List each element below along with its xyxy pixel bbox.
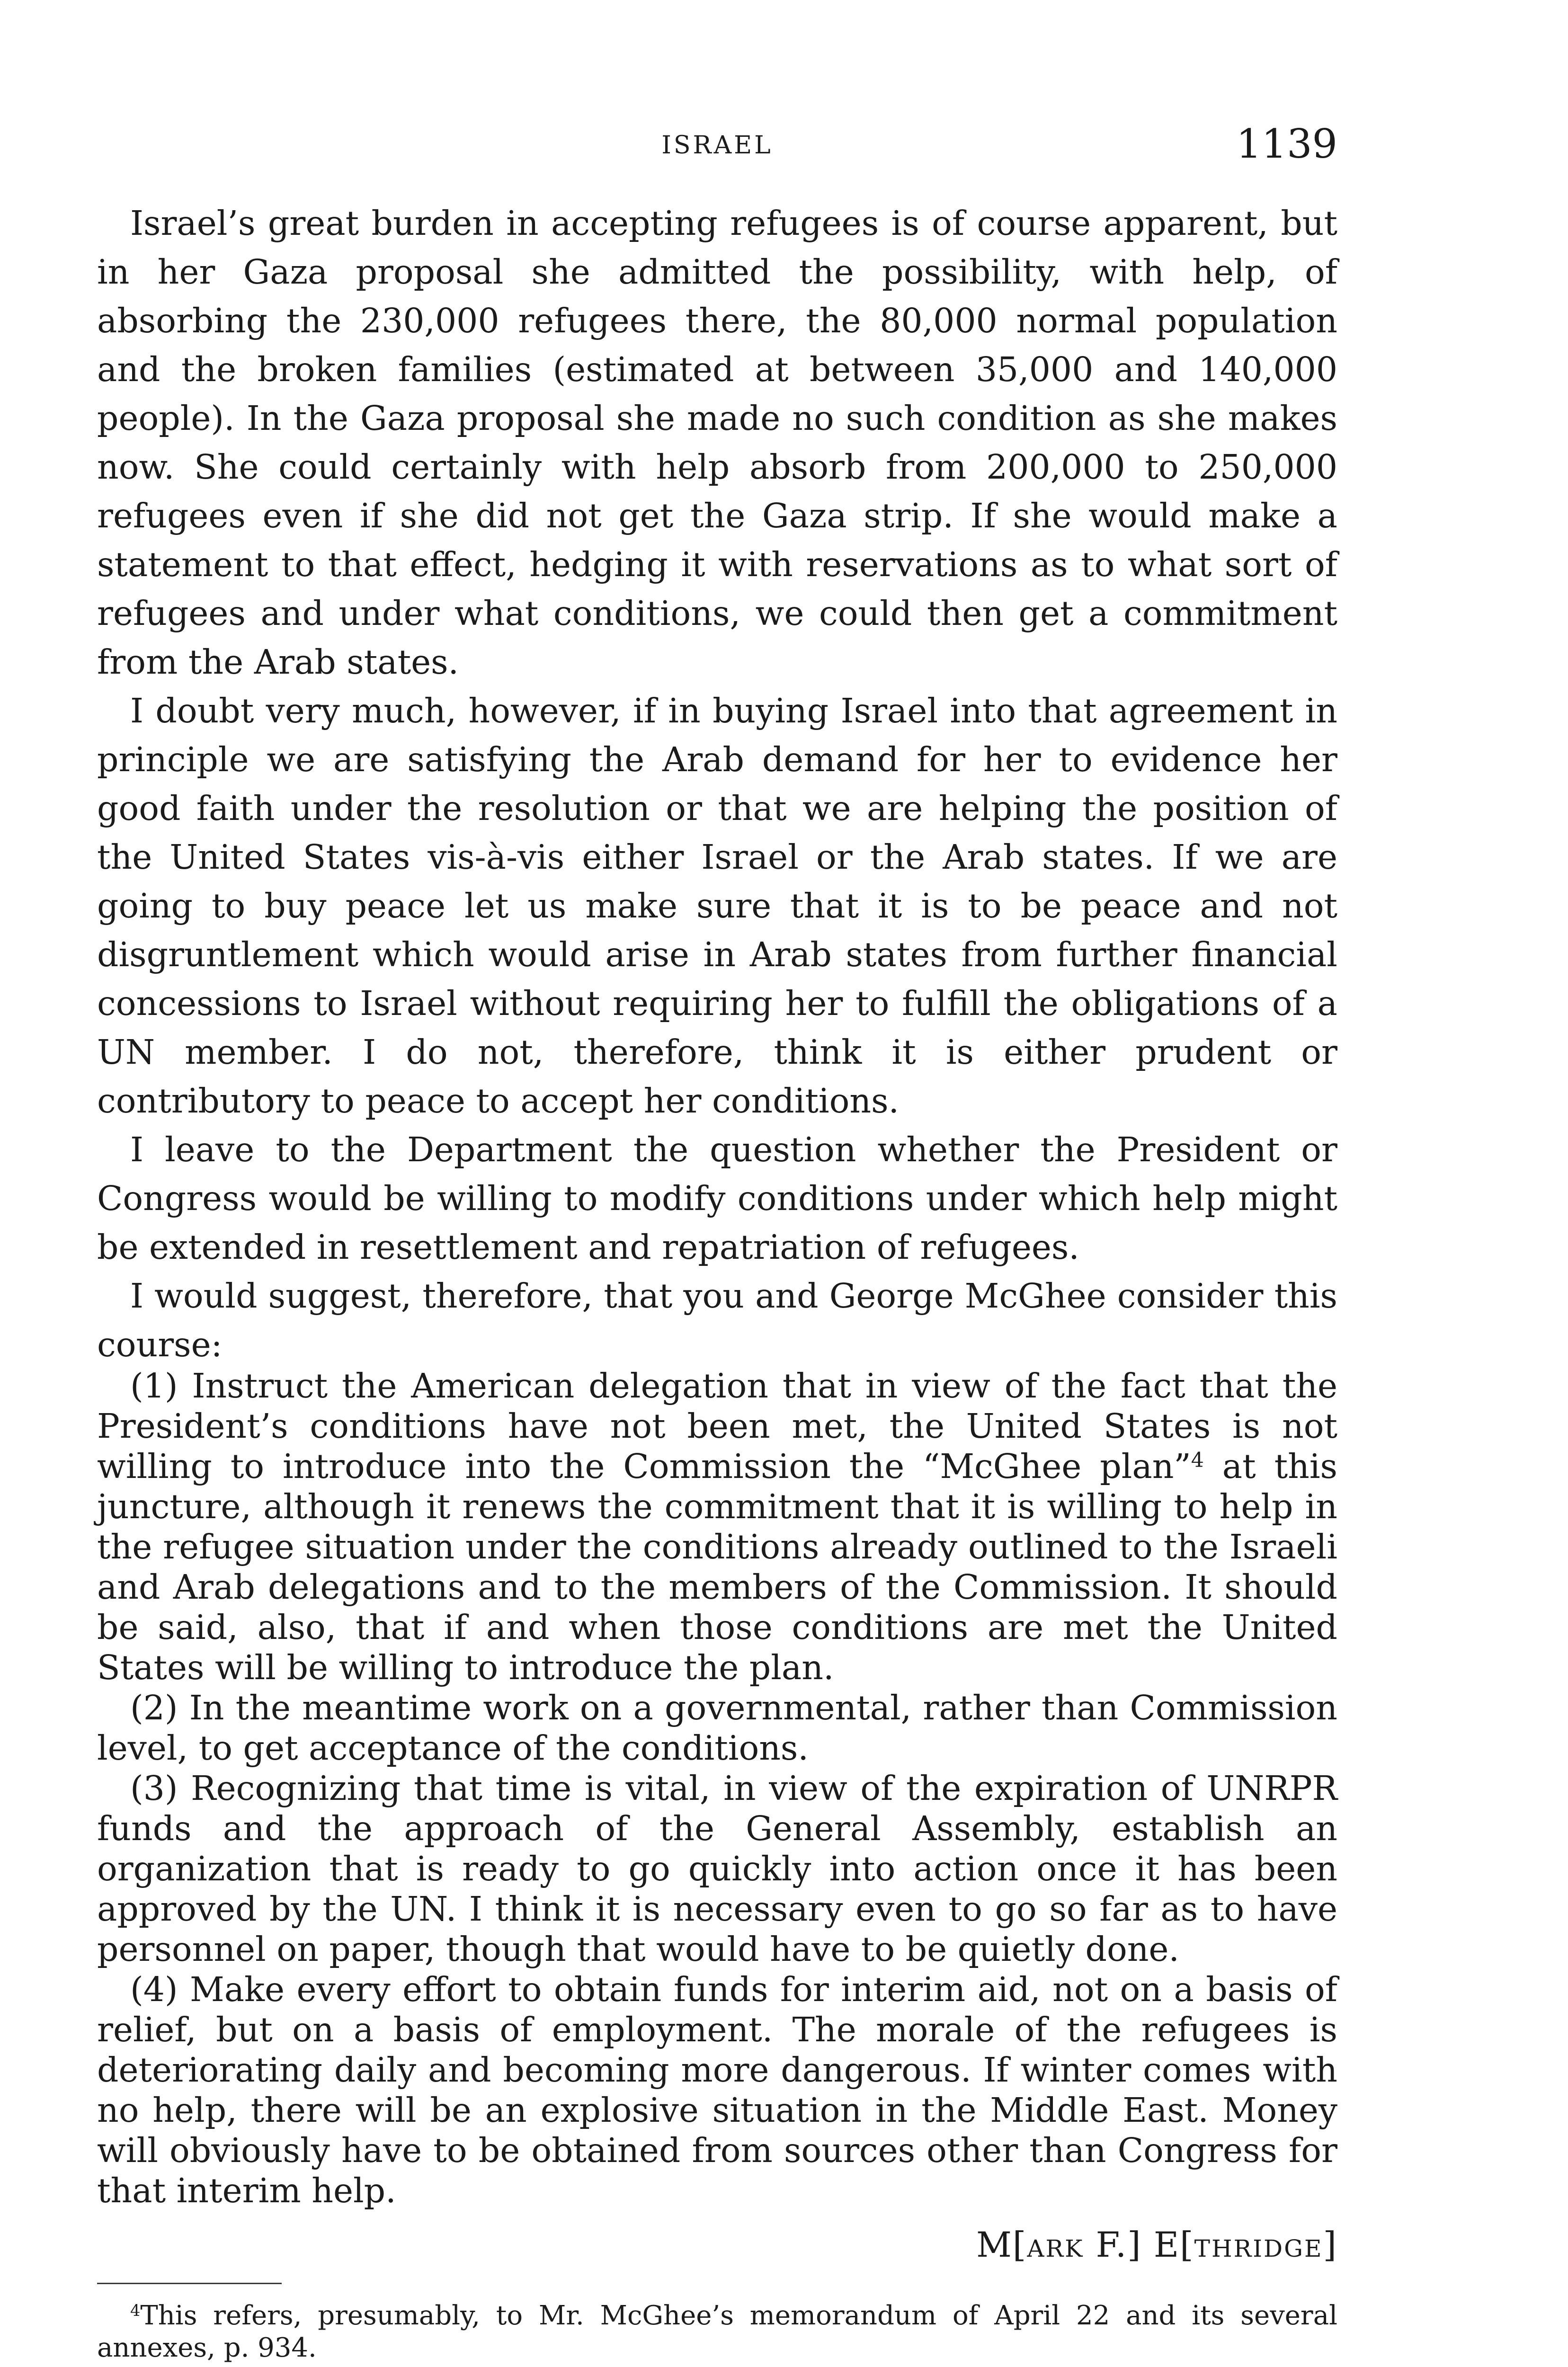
list-item-1-text-b: at this juncture, although it renews the commitment that it is willing to help in the refugee situation under the conditions already outlined to the Israeli and Arab delegations and to the members of the Commission. It should be said, also, that if and when those conditions are met the United States will be willing to introduce the plan. [97, 1447, 1337, 1687]
signature-part-2: F.] E[ [1084, 2225, 1194, 2265]
list-item-3: (3) Recognizing that time is vital, in view of the expiration of UNRPR funds and the approach of the General Assembly, establish an organization that is ready to go quickly into action once it has been approved by the UN. I think it is necessary even to go so far as to have personnel on paper, though that would have to be quietly done. [97, 1769, 1337, 1969]
paragraph-2: I doubt very much, however, if in buying Israel into that agreement in principle we are satisfying the Arab demand for her to evidence her good faith under the resolution or that we are helping the position of the United States vis-à-vis either Israel or the Arab states. If we are going to buy peace let us make sure that it is to be peace and not disgruntlement which would arise in Arab states from further financial concessions to Israel without requiring her to fulfill the obligations of a UN member. I do not, therefore, think it is either prudent or contributory to peace to accept her conditions. [97, 691, 1337, 1121]
list-item-4: (4) Make every effort to obtain funds for interim aid, not on a basis of relief, but on a basis of employment. The morale of the refugees is deteriorating daily and becoming more dangerous. If winter comes with no help, there will be an explosive situation in the Middle East. Money will obviously have to be obtained from sources other than Congress for that interim help. [97, 1970, 1337, 2210]
signature-smallcaps-2: THRIDGE [1194, 2235, 1323, 2262]
footnote-text: This refers, presumably, to Mr. McGhee’s memorandum of April 22 and its several annexes, p. 934. [97, 2300, 1337, 2363]
paragraph-3: I leave to the Department the question whether the President or Congress would be willing to modify conditions under which help might be extended in resettlement and repatriation of refugees. [97, 1130, 1337, 1267]
footnote [97, 2300, 1337, 2364]
signature-smallcaps-1: ARK [1027, 2235, 1084, 2262]
list-item-1 [97, 1366, 1337, 1688]
footnote-marker: 4 [130, 2301, 141, 2320]
body-text [97, 199, 1337, 1369]
signature-part-3: ] [1323, 2225, 1337, 2265]
running-head: ISRAEL [661, 131, 773, 160]
signature-part-1: M[ [976, 2225, 1027, 2265]
page-header [97, 121, 1337, 173]
paragraph-1: Israel’s great burden in accepting refugees is of course apparent, but in her Gaza proposal she admitted the possibility, with help, of absorbing the 230,000 refugees there, the 80,000 normal population and the broken families (estimated at between 35,000 and 140,000 people). In the Gaza proposal she made no such condition as she makes now. She could certainly with help absorb from 200,000 to 250,000 refugees even if she did not get the Gaza strip. If she would make a statement to that effect, hedging it with reservations as to what sort of refugees and under what conditions, we could then get a commitment from the Arab states. [97, 204, 1337, 682]
list-item-2: (2) In the meantime work on a governmental, rather than Commission level, to get acceptance of the conditions. [97, 1688, 1337, 1768]
footnote-reference: 4 [1191, 1448, 1204, 1472]
page-number: 1139 [1236, 121, 1337, 167]
footnote-divider [97, 2283, 282, 2284]
list-item-1-text-a: (1) Instruct the American delegation that in view of the fact that the President’s conditions have not been met, the United States is not willing to introduce into the Commission the “McGhee plan” [97, 1366, 1337, 1486]
numbered-list [97, 1366, 1337, 2211]
signature [976, 2225, 1337, 2265]
paragraph-4: I would suggest, therefore, that you and George McGhee consider this course: [97, 1276, 1337, 1364]
